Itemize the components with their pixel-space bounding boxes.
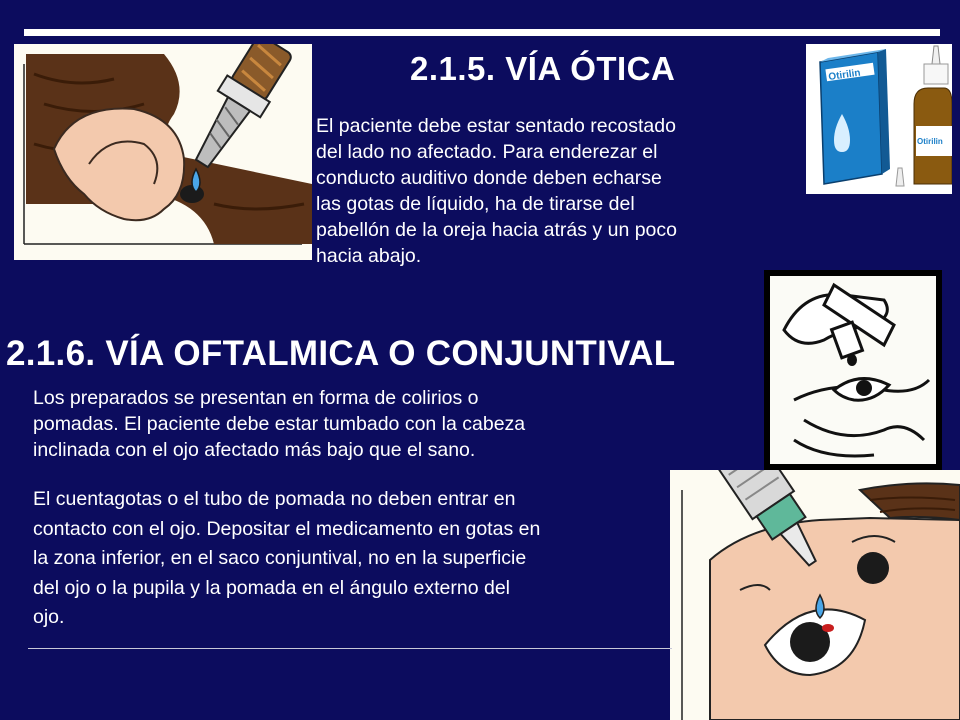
text-line: del ojo o la pupila y la pomada en el ángulo externo del (33, 576, 511, 599)
text-line: hacia abajo. (316, 245, 422, 267)
oftalmica-description-2 (33, 485, 673, 633)
text-line: pabellón de la oreja hacia atrás y un poco (316, 219, 677, 241)
text-line: contacto con el ojo. Depositar el medicamento en gotas en (33, 517, 541, 540)
text-line: El cuentagotas o el tubo de pomada no deben entrar en (33, 488, 516, 510)
otica-description (316, 113, 776, 269)
text-line: ojo. (33, 606, 65, 628)
text-line: inclinada con el ojo afectado más bajo que el sano. (33, 439, 476, 461)
ear-drops-illustration (14, 44, 312, 260)
text-line: del lado no afectado. Para enderezar el (316, 141, 658, 163)
text-line: El paciente debe estar sentado recostado (316, 115, 676, 137)
otirilin-product-image (806, 44, 952, 194)
section-title-oftalmica: 2.1.6. VÍA OFTALMICA O CONJUNTIVAL (6, 334, 676, 373)
bottom-divider (28, 648, 672, 649)
text-line: las gotas de líquido, ha de tirarse del (316, 193, 635, 215)
product-brand-box: Otirilin (827, 67, 862, 83)
text-line: pomadas. El paciente debe estar tumbado con la cabeza (33, 413, 526, 435)
top-divider (24, 29, 940, 36)
text-line: Los preparados se presentan en forma de colirios o (33, 387, 479, 409)
eye-drops-illustration-large (670, 470, 960, 720)
text-line: conducto auditivo donde deben echarse (316, 167, 662, 189)
text-line: la zona inferior, en el saco conjuntival, no en la superficie (33, 547, 527, 569)
eye-drops-illustration-small (764, 270, 942, 470)
oftalmica-description-1 (33, 385, 693, 463)
section-title-otica: 2.1.5. VÍA ÓTICA (410, 50, 676, 87)
product-brand-bottle: Otirilin (917, 137, 943, 146)
